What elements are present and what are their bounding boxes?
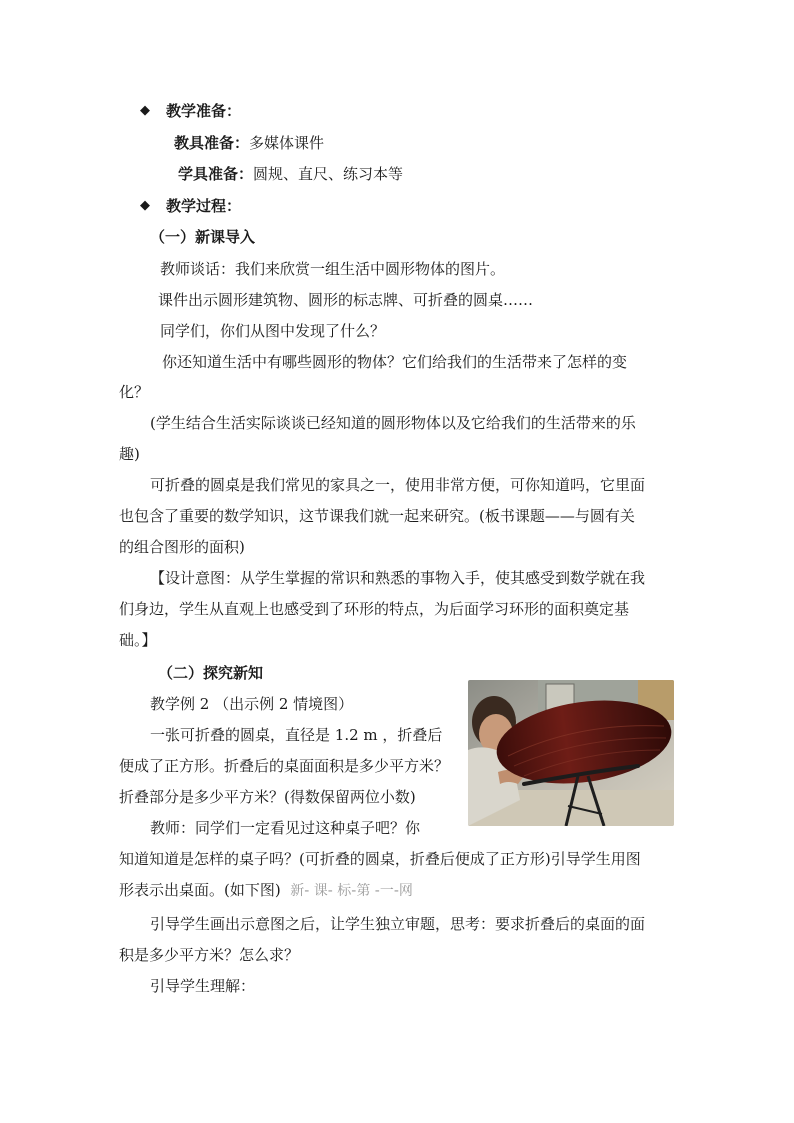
folding-table-photo [468, 680, 674, 826]
teacher-tools-line [174, 133, 324, 153]
teacher-tools-value: 多媒体课件 [249, 134, 325, 152]
paragraph-line: 也包含了重要的数学知识，这节课我们就一起来研究。(板书课题——与圆有关 [119, 507, 635, 525]
design-intent-line: 础。】 [119, 631, 157, 649]
section2-title: （二）探究新知 [158, 664, 264, 682]
paragraph-line: 同学们，你们从图中发现了什么？ [160, 322, 386, 340]
paragraph-text: 形表示出桌面。(如下图) [119, 881, 281, 899]
teacher-tools-label: 教具准备： [174, 134, 250, 152]
student-tools-value: 圆规、直尺、练习本等 [253, 165, 404, 183]
paragraph-line: 引导学生画出示意图之后，让学生独立审题，思考：要求折叠后的桌面的面 [150, 915, 646, 933]
design-intent-line: 们身边，学生从直观上也感受到了环形的特点，为后面学习环形的面积奠定基 [119, 600, 630, 618]
bullet-diamond-icon: ◆ [140, 198, 150, 213]
paragraph-line: 可折叠的圆桌是我们常见的家具之一，使用非常方便，可你知道吗，它里面 [150, 476, 646, 494]
paragraph-line: 课件出示圆形建筑物、圆形的标志牌、可折叠的圆桌…… [158, 291, 534, 309]
section1-title: （一）新课导入 [150, 228, 256, 246]
process-heading: 教学过程： [166, 197, 242, 215]
paragraph-line: 化？ [119, 383, 150, 401]
paragraph-line: 积是多少平方米？怎么求？ [119, 946, 300, 964]
paragraph-line: 便成了正方形。折叠后的桌面面积是多少平方米？ [119, 757, 450, 775]
design-intent-line: 【设计意图：从学生掌握的常识和熟悉的事物入手，使其感受到数学就在我 [150, 569, 646, 587]
paragraph-line: 教师：同学们一定看见过这种桌子吧？你 [150, 819, 421, 837]
paragraph-line: (学生结合生活实际谈谈已经知道的圆形物体以及它给我们的生活带来的乐 [150, 414, 636, 432]
paragraph-line: 教学例 2 （出示例 2 情境图） [150, 695, 354, 713]
paragraph-line: 折叠部分是多少平方米？(得数保留两位小数) [119, 788, 416, 806]
paragraph-line: 知道知道是怎样的桌子吗？(可折叠的圆桌，折叠后便成了正方形)引导学生用图 [119, 850, 641, 868]
paragraph-line: 趣) [119, 445, 140, 463]
student-tools-label: 学具准备： [178, 165, 254, 183]
paragraph-line: 教师谈话：我们来欣赏一组生活中圆形物体的图片。 [160, 260, 506, 278]
paragraph-line: 引导学生理解： [150, 977, 256, 995]
watermark-text: 新- 课- 标-第 -一-网 [290, 883, 413, 899]
paragraph-line: 一张可折叠的圆桌，直径是 1.2 m ，折叠后 [150, 726, 443, 744]
paragraph-line [119, 880, 413, 901]
student-tools-line [178, 164, 403, 184]
paragraph-line: 的组合图形的面积) [119, 538, 245, 556]
prep-heading: 教学准备： [166, 102, 242, 120]
bullet-diamond-icon: ◆ [140, 103, 150, 118]
paragraph-line: 你还知道生活中有哪些圆形的物体？它们给我们的生活带来了怎样的变 [162, 353, 628, 371]
